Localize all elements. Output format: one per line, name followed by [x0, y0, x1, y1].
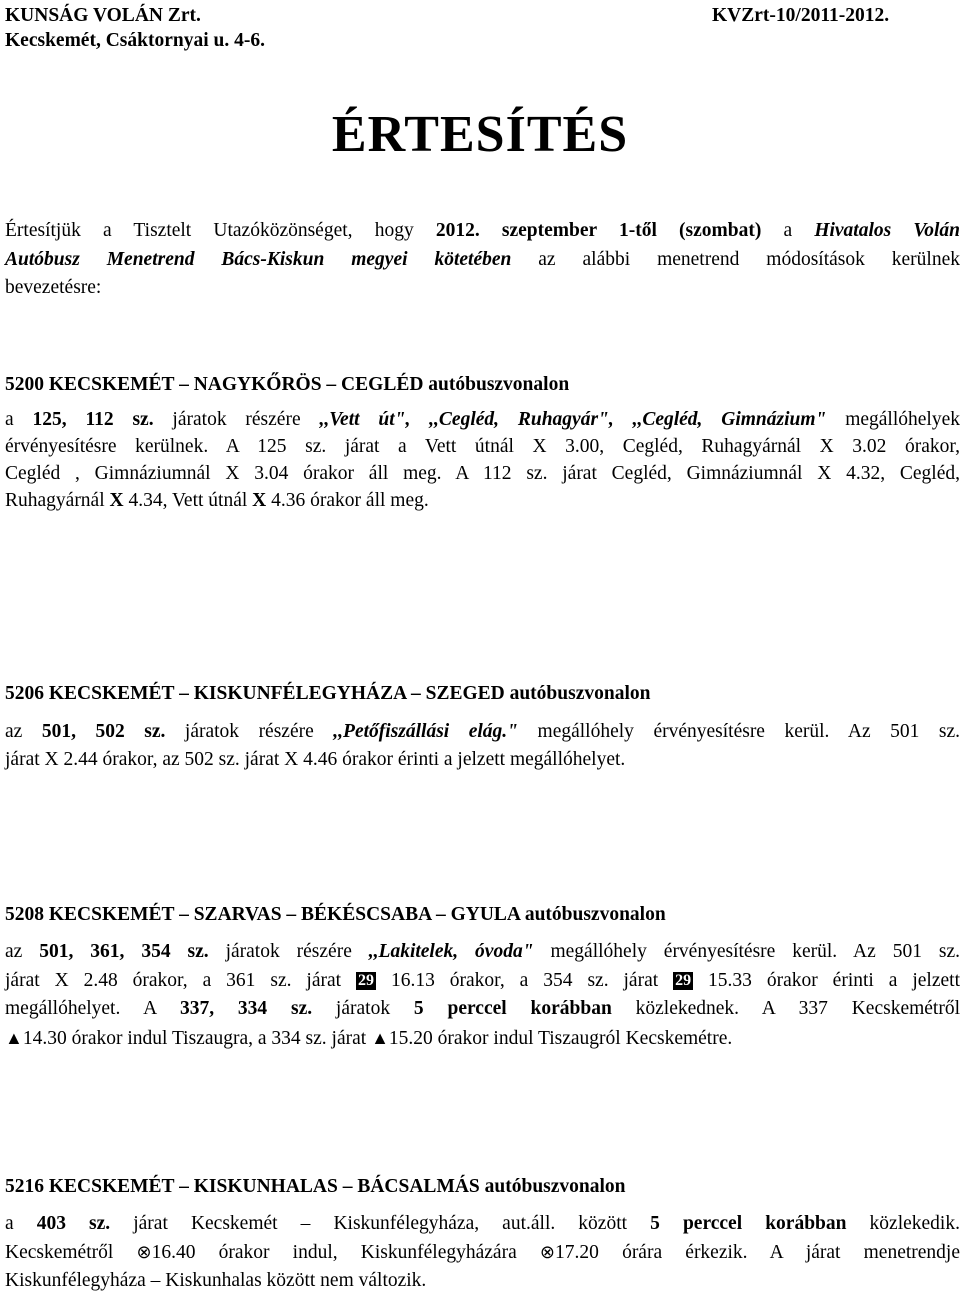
s5200-line-1: a 125, 112 sz. járatok részére ,,Vett út", ,,Cegléd, Ruhagyár", ,,Cegléd, Gimnázium" megállóhelyek [5, 409, 960, 430]
s5200-line-4: Ruhagyárnál X 4.34, Vett útnál X 4.36 órakor áll meg. [5, 490, 429, 511]
s5208-line-4: ▲14.30 órakor indul Tiszaugra, a 334 sz. járat ▲15.20 órakor indul Tiszaugról Kecskemétre. [5, 1027, 733, 1049]
s5216-line-3: Kiskunfélegyháza – Kiskunhalas között nem változik. [5, 1270, 427, 1291]
s5200-line-3: Cegléd , Gimnáziumnál X 3.04 órakor áll meg. A 112 sz. járat Cegléd, Gimnáziumnál X 4.32, Cegléd, [5, 463, 960, 484]
intro-line-1: Értesítjük a Tisztelt Utazóközönséget, hogy 2012. szeptember 1-től (szombat) a Hivatalos Volán [5, 220, 960, 241]
circled-x-icon: ⊗ [136, 1241, 152, 1263]
section-5208-body [5, 938, 960, 1053]
day-code-29-badge: 29 [675, 971, 692, 989]
intro-line-3: bevezetésre: [5, 277, 102, 298]
s5208-line-3: megállóhelyet. A 337, 334 sz. járatok 5 perccel korábban közlekednek. A 337 Kecskemétről [5, 998, 960, 1019]
company-address: Kecskemét, Csáktornyai u. 4-6. [5, 30, 265, 51]
page-title: ÉRTESÍTÉS [331, 106, 629, 163]
intro-paragraph [5, 217, 960, 303]
company-name: KUNSÁG VOLÁN Zrt. [5, 5, 201, 26]
section-5208-title: 5208 KECSKEMÉT – SZARVAS – BÉKÉSCSABA – GYULA autóbuszvonalon [5, 904, 666, 925]
s5200-line-2: érvényesítésre kerülnek. A 125 sz. járat a Vett útnál X 3.00, Cegléd, Ruhagyárnál X 3.02 órakor, [5, 436, 960, 457]
s5206-line-2: járat X 2.44 órakor, az 502 sz. járat X 4.46 órakor érinti a jelzett megállóhelyet. [5, 749, 626, 770]
circled-x-icon: ⊗ [539, 1241, 556, 1263]
day-code-29-badge: 29 [358, 971, 374, 989]
section-5206-title: 5206 KECSKEMÉT – KISKUNFÉLEGYHÁZA – SZEGED autóbuszvonalon [5, 683, 651, 704]
section-5200-body [5, 406, 960, 514]
triangle-icon: ▲ [371, 1027, 389, 1048]
intro-line-2: Autóbusz Menetrend Bács-Kiskun megyei kötetében az alábbi menetrend módosítások kerülnek [5, 248, 960, 270]
s5208-line-2: járat X 2.48 órakor, a 361 sz. járat 29 16.13 órakor, a 354 sz. járat 29 15.33 órakor érinti a jelzett [5, 969, 960, 991]
s5206-line-1: az 501, 502 sz. járatok részére ,,Petőfiszállási elág." megállóhely érvényesítésre kerül. Az 501 sz. [5, 721, 960, 742]
section-5216-title: 5216 KECSKEMÉT – KISKUNHALAS – BÁCSALMÁS autóbuszvonalon [5, 1176, 626, 1197]
s5216-line-1: a 403 sz. járat Kecskemét – Kiskunfélegyháza, aut.áll. között 5 perccel korábban közlekedik. [5, 1213, 960, 1234]
document-reference: KVZrt-10/2011-2012. [712, 5, 890, 26]
section-5206-body [5, 718, 960, 774]
section-5216-body [5, 1210, 960, 1296]
section-5200-title: 5200 KECSKEMÉT – NAGYKŐRÖS – CEGLÉD autóbuszvonalon [5, 374, 570, 395]
s5216-line-2: Kecskemétről ⊗16.40 órakor indul, Kiskunfélegyházára ⊗17.20 órára érkezik. A járat menetrendje [5, 1241, 960, 1263]
s5208-line-1: az 501, 361, 354 sz. járatok részére ,,Lakitelek, óvoda" megállóhely érvényesítésre kerül. Az 501 sz. [5, 941, 960, 962]
triangle-icon: ▲ [5, 1027, 23, 1048]
